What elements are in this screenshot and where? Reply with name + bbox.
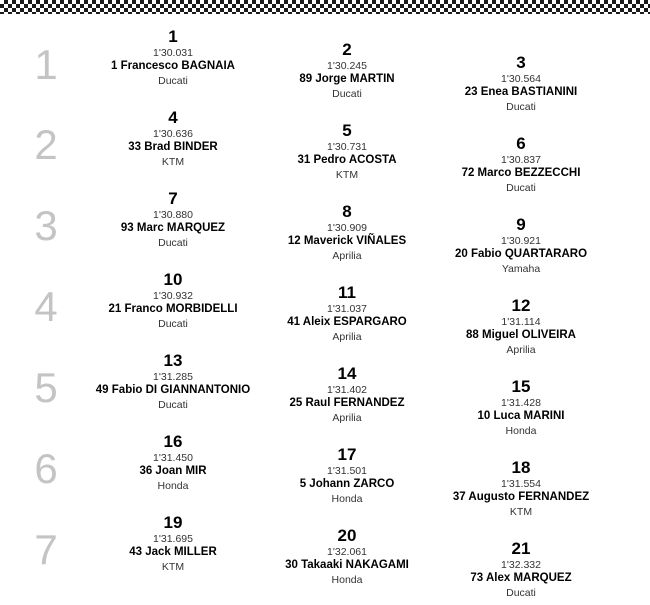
grid-position: 4 — [168, 108, 178, 127]
lap-time: 1'32.332 — [501, 559, 541, 571]
grid-position: 6 — [516, 134, 526, 153]
rider-name: 1 Francesco BAGNAIA — [111, 60, 235, 72]
checkered-flag-banner — [0, 0, 650, 14]
grid-position: 8 — [342, 202, 352, 221]
rider-name: 20 Fabio QUARTARARO — [454, 248, 588, 260]
grid-slot — [426, 297, 616, 356]
grid-slot — [252, 41, 442, 100]
rider-name: 31 Pedro ACOSTA — [297, 154, 397, 166]
rider-name: 10 Luca MARINI — [477, 410, 565, 422]
lap-time: 1'30.731 — [327, 141, 367, 153]
grid-slot — [426, 459, 616, 518]
rider-name: 41 Aleix ESPARGARO — [287, 316, 407, 328]
team-name: Ducati — [158, 399, 188, 411]
grid-position: 2 — [342, 40, 352, 59]
lap-time: 1'30.636 — [153, 128, 193, 140]
grid-position: 14 — [337, 364, 357, 383]
team-name: Aprilia — [332, 250, 362, 262]
grid-slot — [426, 540, 616, 599]
team-name: Ducati — [506, 182, 536, 194]
team-name: Ducati — [506, 101, 536, 113]
grid-position: 5 — [342, 121, 352, 140]
team-name: Aprilia — [332, 331, 362, 343]
grid-slot — [252, 446, 442, 505]
grid-slot — [78, 352, 268, 411]
grid-row-number: 7 — [34, 526, 58, 573]
grid-slot — [426, 54, 616, 113]
team-name: Yamaha — [501, 263, 541, 275]
team-name: Ducati — [332, 88, 362, 100]
grid-position: 18 — [511, 458, 531, 477]
rider-name: 30 Takaaki NAKAGAMI — [285, 559, 409, 571]
grid-position: 1 — [168, 27, 178, 46]
lap-time: 1'31.114 — [501, 316, 541, 328]
rider-name: 49 Fabio DI GIANNANTONIO — [95, 384, 251, 396]
team-name: Aprilia — [332, 412, 362, 424]
grid-position: 7 — [168, 189, 178, 208]
lap-time: 1'31.037 — [327, 303, 367, 315]
grid-slot — [252, 203, 442, 262]
lap-time: 1'30.880 — [153, 209, 193, 221]
rider-name: 36 Joan MIR — [139, 465, 207, 477]
grid-position: 10 — [163, 270, 183, 289]
lap-time: 1'30.921 — [501, 235, 541, 247]
grid-slot — [78, 190, 268, 249]
grid-slot — [252, 284, 442, 343]
rider-name: 25 Raul FERNANDEZ — [289, 397, 405, 409]
lap-time: 1'31.402 — [327, 384, 367, 396]
team-name: KTM — [335, 169, 359, 181]
lap-time: 1'31.554 — [501, 478, 541, 490]
grid-row-number: 3 — [34, 202, 58, 249]
grid-slot — [78, 109, 268, 168]
team-name: Honda — [331, 493, 363, 505]
team-name: Ducati — [158, 75, 188, 87]
rider-name: 72 Marco BEZZECCHI — [461, 167, 581, 179]
team-name: Honda — [331, 574, 363, 586]
team-name: Aprilia — [506, 344, 536, 356]
lap-time: 1'30.245 — [327, 60, 367, 72]
grid-position: 19 — [163, 513, 183, 532]
grid-slot — [252, 365, 442, 424]
grid-row-number: 2 — [34, 121, 58, 168]
rider-name: 73 Alex MARQUEZ — [470, 572, 572, 584]
grid-slot — [78, 514, 268, 573]
lap-time: 1'32.061 — [327, 546, 367, 558]
lap-time: 1'30.932 — [153, 290, 193, 302]
rider-name: 88 Miguel OLIVEIRA — [466, 329, 576, 341]
team-name: Ducati — [158, 237, 188, 249]
grid-position: 13 — [163, 351, 183, 370]
rider-name: 43 Jack MILLER — [129, 546, 217, 558]
rider-name: 5 Johann ZARCO — [299, 478, 395, 490]
team-name: Honda — [505, 425, 537, 437]
grid-slot — [426, 135, 616, 194]
grid-position: 20 — [337, 526, 357, 545]
rider-name: 23 Enea BASTIANINI — [464, 86, 578, 98]
lap-time: 1'30.564 — [501, 73, 541, 85]
rider-name: 89 Jorge MARTIN — [299, 73, 395, 85]
grid-row-number: 4 — [34, 283, 58, 330]
grid-slot — [426, 216, 616, 275]
grid-position: 3 — [516, 53, 526, 72]
grid-row-number: 1 — [34, 41, 58, 88]
team-name: KTM — [509, 506, 533, 518]
grid-position: 17 — [337, 445, 357, 464]
team-name: Ducati — [506, 587, 536, 599]
grid-position: 12 — [511, 296, 531, 315]
lap-time: 1'31.501 — [327, 465, 367, 477]
grid-row-number: 6 — [34, 445, 58, 492]
lap-time: 1'31.285 — [153, 371, 193, 383]
team-name: KTM — [161, 561, 185, 573]
lap-time: 1'30.909 — [327, 222, 367, 234]
grid-position: 11 — [338, 283, 356, 302]
lap-time: 1'31.450 — [153, 452, 193, 464]
grid-slot — [252, 527, 442, 586]
grid-position: 9 — [516, 215, 526, 234]
grid-row-number: 5 — [34, 364, 58, 411]
grid-slot — [78, 433, 268, 492]
grid-slot — [252, 122, 442, 181]
lap-time: 1'30.837 — [501, 154, 541, 166]
rider-name: 21 Franco MORBIDELLI — [108, 303, 238, 315]
grid-slot — [78, 271, 268, 330]
team-name: Honda — [157, 480, 189, 492]
rider-name: 93 Marc MARQUEZ — [120, 222, 226, 234]
grid-position: 16 — [163, 432, 183, 451]
lap-time: 1'31.695 — [153, 533, 193, 545]
team-name: KTM — [161, 156, 185, 168]
grid-slot — [426, 378, 616, 437]
lap-time: 1'30.031 — [153, 47, 193, 59]
lap-time: 1'31.428 — [501, 397, 541, 409]
rider-name: 37 Augusto FERNANDEZ — [452, 491, 590, 503]
grid-position: 15 — [511, 377, 531, 396]
grid-slot — [78, 28, 268, 87]
rider-name: 12 Maverick VIÑALES — [287, 235, 407, 247]
grid-position: 21 — [511, 539, 531, 558]
rider-name: 33 Brad BINDER — [128, 141, 218, 153]
team-name: Ducati — [158, 318, 188, 330]
